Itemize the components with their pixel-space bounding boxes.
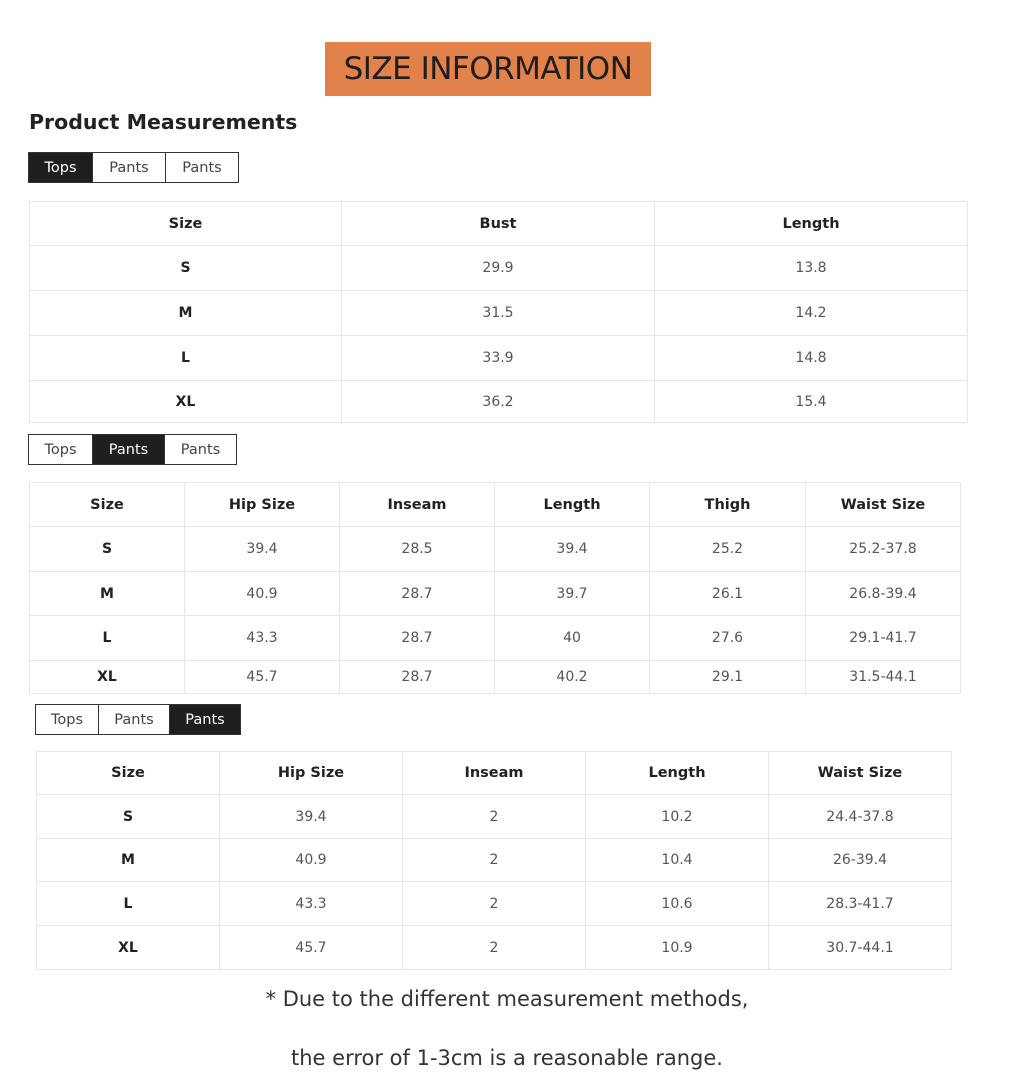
size-label-cell: L — [30, 336, 342, 381]
column-header: Hip Size — [185, 483, 340, 527]
measurement-cell: 45.7 — [185, 661, 340, 694]
table-row — [37, 839, 952, 882]
measurement-cell: 2 — [403, 795, 586, 839]
column-header: Size — [37, 752, 220, 795]
size-label-cell: XL — [37, 926, 220, 970]
tab-tops[interactable]: Tops — [29, 153, 93, 182]
product-measurements-title: Product Measurements — [29, 110, 298, 134]
column-header: Inseam — [340, 483, 495, 527]
measurement-cell: 39.4 — [185, 527, 340, 572]
measurement-cell: 10.2 — [586, 795, 769, 839]
measurement-note-line-1: * Due to the different measurement methods, — [265, 987, 749, 1011]
measurement-cell: 10.6 — [586, 882, 769, 926]
measurement-cell: 39.7 — [495, 572, 650, 616]
measurement-cell: 26-39.4 — [769, 839, 952, 882]
tab-bar-pants-shorts — [35, 704, 241, 735]
size-information-banner: SIZE INFORMATION — [325, 42, 651, 96]
size-label-cell: XL — [30, 661, 185, 694]
column-header: Length — [655, 202, 968, 246]
size-label-cell: L — [30, 616, 185, 661]
table-row — [30, 527, 961, 572]
measurement-cell: 24.4-37.8 — [769, 795, 952, 839]
measurement-cell: 10.9 — [586, 926, 769, 970]
measurement-cell: 43.3 — [185, 616, 340, 661]
measurement-cell: 40 — [495, 616, 650, 661]
measurement-cell: 2 — [403, 926, 586, 970]
tab-pants[interactable]: Pants — [93, 153, 166, 182]
measurement-cell: 39.4 — [495, 527, 650, 572]
measurement-cell: 39.4 — [220, 795, 403, 839]
table-row — [30, 661, 961, 694]
tab-bar-pants — [28, 434, 237, 465]
tab-pants[interactable]: Pants — [99, 705, 170, 734]
header-row — [30, 202, 968, 246]
pants-size-table — [29, 482, 961, 694]
size-label-cell: M — [30, 572, 185, 616]
measurement-cell: 31.5 — [342, 291, 655, 336]
table-row — [30, 572, 961, 616]
measurement-cell: 15.4 — [655, 381, 968, 423]
header-row — [37, 752, 952, 795]
size-label-cell: L — [37, 882, 220, 926]
measurement-cell: 28.3-41.7 — [769, 882, 952, 926]
column-header: Size — [30, 202, 342, 246]
measurement-cell: 28.7 — [340, 572, 495, 616]
table-row — [30, 336, 968, 381]
measurement-cell: 14.8 — [655, 336, 968, 381]
size-label-cell: S — [30, 246, 342, 291]
measurement-cell: 40.2 — [495, 661, 650, 694]
tab-pants-shorts[interactable]: Pants — [166, 153, 238, 182]
measurement-cell: 2 — [403, 839, 586, 882]
measurement-cell: 28.5 — [340, 527, 495, 572]
measurement-cell: 33.9 — [342, 336, 655, 381]
measurement-cell: 31.5-44.1 — [806, 661, 961, 694]
measurement-cell: 36.2 — [342, 381, 655, 423]
measurement-cell: 30.7-44.1 — [769, 926, 952, 970]
column-header: Length — [586, 752, 769, 795]
measurement-cell: 29.1 — [650, 661, 806, 694]
size-label-cell: S — [37, 795, 220, 839]
size-label-cell: S — [30, 527, 185, 572]
measurement-note-line-2: the error of 1-3cm is a reasonable range. — [291, 1046, 723, 1070]
measurement-cell: 2 — [403, 882, 586, 926]
measurement-cell: 28.7 — [340, 661, 495, 694]
column-header: Waist Size — [806, 483, 961, 527]
measurement-cell: 25.2-37.8 — [806, 527, 961, 572]
column-header: Bust — [342, 202, 655, 246]
measurement-cell: 28.7 — [340, 616, 495, 661]
column-header: Hip Size — [220, 752, 403, 795]
measurement-cell: 40.9 — [185, 572, 340, 616]
column-header: Inseam — [403, 752, 586, 795]
column-header: Size — [30, 483, 185, 527]
header-row — [30, 483, 961, 527]
tab-pants-shorts[interactable]: Pants — [170, 705, 240, 734]
measurement-cell: 13.8 — [655, 246, 968, 291]
tab-tops[interactable]: Tops — [36, 705, 99, 734]
column-header: Length — [495, 483, 650, 527]
size-label-cell: M — [30, 291, 342, 336]
measurement-cell: 27.6 — [650, 616, 806, 661]
size-label-cell: XL — [30, 381, 342, 423]
table-row — [30, 246, 968, 291]
measurement-cell: 26.1 — [650, 572, 806, 616]
table-row — [37, 795, 952, 839]
measurement-cell: 45.7 — [220, 926, 403, 970]
tops-size-table — [29, 201, 968, 423]
measurement-cell: 26.8-39.4 — [806, 572, 961, 616]
measurement-cell: 25.2 — [650, 527, 806, 572]
tab-tops[interactable]: Tops — [29, 435, 93, 464]
table-row — [30, 291, 968, 336]
table-row — [30, 616, 961, 661]
measurement-cell: 29.1-41.7 — [806, 616, 961, 661]
measurement-cell: 14.2 — [655, 291, 968, 336]
tab-pants[interactable]: Pants — [93, 435, 165, 464]
table-row — [37, 926, 952, 970]
measurement-cell: 29.9 — [342, 246, 655, 291]
size-label-cell: M — [37, 839, 220, 882]
measurement-cell: 10.4 — [586, 839, 769, 882]
table-row — [37, 882, 952, 926]
shorts-size-table — [36, 751, 952, 970]
measurement-cell: 43.3 — [220, 882, 403, 926]
measurement-cell: 40.9 — [220, 839, 403, 882]
column-header: Waist Size — [769, 752, 952, 795]
tab-bar-tops — [28, 152, 239, 183]
tab-pants-shorts[interactable]: Pants — [165, 435, 236, 464]
table-row — [30, 381, 968, 423]
column-header: Thigh — [650, 483, 806, 527]
